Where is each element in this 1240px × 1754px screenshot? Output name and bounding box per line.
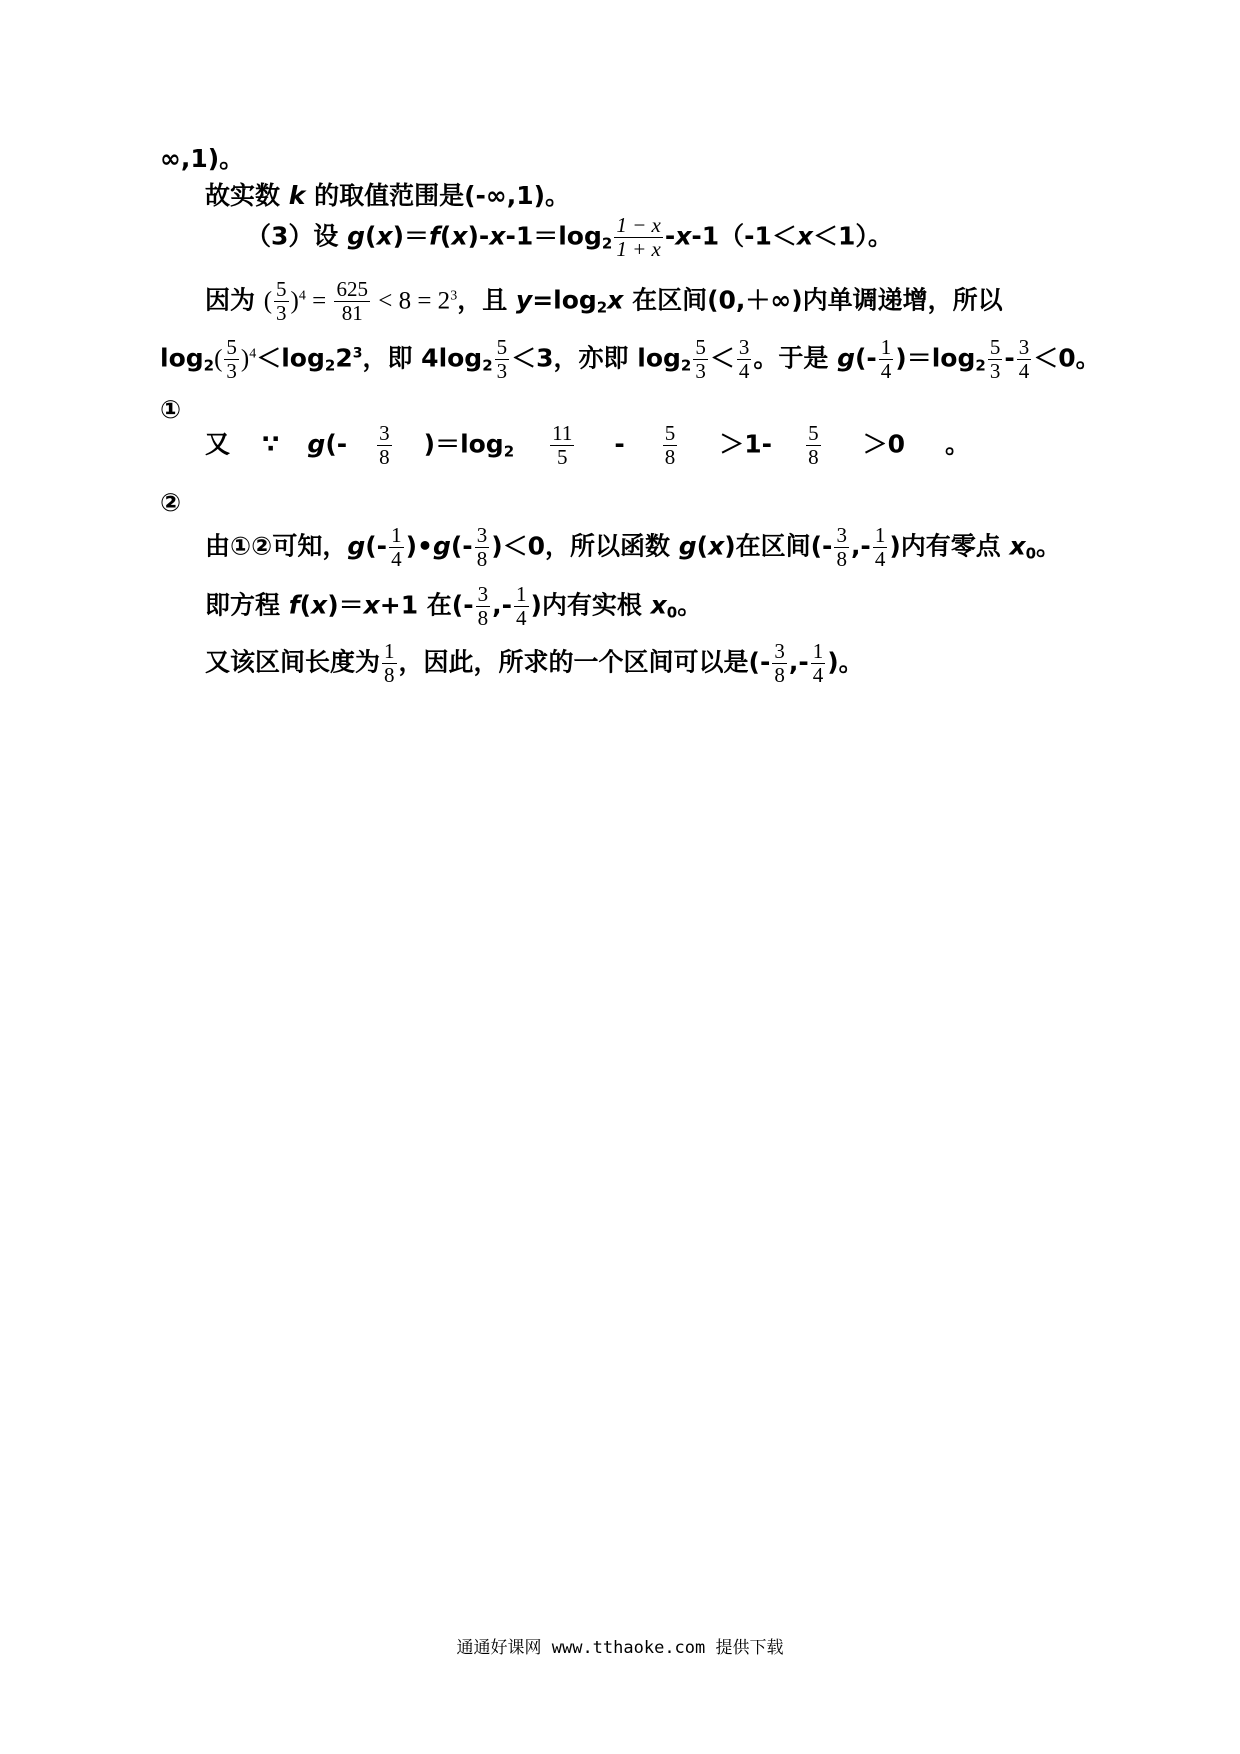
l5-i: )＝log bbox=[895, 343, 976, 373]
circled-one: ① bbox=[160, 395, 182, 424]
l9-frac1 bbox=[389, 524, 404, 571]
l10-x1: x bbox=[311, 590, 328, 620]
l4-frac1 bbox=[274, 278, 289, 325]
l3-g: g bbox=[347, 221, 366, 251]
text-line-1 bbox=[160, 146, 244, 171]
l4-b: ，且 bbox=[457, 285, 516, 315]
l9-frac4 bbox=[873, 524, 888, 571]
l3-j: -1（-1＜ bbox=[691, 221, 797, 251]
l5-d: ，即 4log bbox=[362, 343, 483, 373]
l10-frac2-num: 1 bbox=[516, 582, 527, 606]
l7-i: 。 bbox=[944, 429, 970, 459]
text-line-10 bbox=[205, 583, 702, 630]
l11-frac3-den: 4 bbox=[812, 663, 824, 688]
l9-d: (- bbox=[450, 531, 473, 561]
l9-frac3 bbox=[834, 524, 849, 571]
l11-b: ，因此，所求的一个区间可以是(- bbox=[398, 647, 771, 677]
l9-frac3-num: 3 bbox=[836, 523, 847, 547]
l3-k: ＜1）。 bbox=[813, 221, 893, 251]
l11-frac1-den: 8 bbox=[384, 663, 395, 688]
l9-frac2-num: 3 bbox=[476, 523, 488, 547]
l11-d: )。 bbox=[827, 647, 864, 677]
l3-b: ( bbox=[365, 221, 377, 251]
l5-frac4 bbox=[737, 336, 752, 383]
l10-c: )＝ bbox=[327, 590, 364, 620]
l5-frac5 bbox=[879, 336, 894, 383]
l3-e: )- bbox=[467, 221, 490, 251]
l3-x4: x bbox=[675, 221, 692, 251]
l4-sup3: 3 bbox=[450, 288, 458, 304]
l3-a: （3）设 bbox=[246, 221, 348, 251]
l5-j: - bbox=[1004, 343, 1015, 373]
l11-frac3 bbox=[811, 640, 826, 687]
l3-frac-den: 1 + x bbox=[616, 237, 661, 262]
l10-frac2 bbox=[514, 583, 529, 630]
l5-h: (- bbox=[854, 343, 877, 373]
l10-d: +1 在(- bbox=[379, 590, 474, 620]
l3-i: - bbox=[664, 221, 676, 251]
l11-frac2 bbox=[772, 640, 787, 687]
l5-c: 2 bbox=[335, 343, 353, 373]
l9-b: (- bbox=[365, 531, 388, 561]
l3-h: -1＝log bbox=[505, 221, 602, 251]
l3-d: ( bbox=[439, 221, 452, 251]
l4-x: x bbox=[607, 285, 624, 315]
page-footer: 通通好课网 www.tthaoke.com 提供下载 bbox=[456, 1638, 784, 1658]
l11-frac1-num: 1 bbox=[384, 639, 395, 663]
l9-frac4-den: 4 bbox=[874, 547, 886, 572]
l4-d: 在区间(0,＋∞)内单调递增，所以 bbox=[623, 285, 1003, 315]
l7-frac2-num: 11 bbox=[552, 421, 573, 445]
l9-g1: g bbox=[347, 531, 366, 561]
text-line-5 bbox=[160, 336, 1101, 383]
l5-p2: ) bbox=[240, 345, 250, 373]
l9-a: 由①②可知， bbox=[205, 531, 348, 561]
l7-frac4-den: 8 bbox=[808, 445, 819, 470]
l5-k: ＜0。 bbox=[1033, 343, 1101, 373]
l11-frac2-den: 8 bbox=[774, 663, 785, 688]
l7-b: ∵ bbox=[262, 429, 280, 459]
l9-f: ( bbox=[696, 531, 709, 561]
l9-frac1-den: 4 bbox=[391, 547, 402, 572]
l7-e: - bbox=[614, 429, 625, 459]
l5-frac2-num: 5 bbox=[496, 335, 508, 359]
l7-frac3-den: 8 bbox=[664, 445, 676, 470]
l10-a: 即方程 bbox=[205, 590, 289, 620]
l5-frac7-den: 4 bbox=[1018, 359, 1030, 384]
l5-frac6 bbox=[988, 336, 1003, 383]
l7-frac3 bbox=[663, 422, 678, 469]
l4-frac1-den: 3 bbox=[276, 301, 287, 326]
l10-e: ,- bbox=[492, 590, 512, 620]
l10-frac1-den: 8 bbox=[477, 606, 489, 631]
l9-frac1-num: 1 bbox=[391, 523, 402, 547]
l5-sup4: 4 bbox=[249, 346, 257, 362]
l2-a: 故实数 bbox=[205, 181, 289, 210]
l7-frac1-num: 3 bbox=[379, 421, 390, 445]
text-line-3 bbox=[246, 214, 893, 261]
l7-h: ＞0 bbox=[862, 429, 905, 459]
l4-p2: ) bbox=[290, 287, 299, 315]
l7-frac1-den: 8 bbox=[379, 445, 390, 470]
l9-k: 。 bbox=[1036, 531, 1062, 561]
l4-p1: ( bbox=[263, 287, 273, 315]
l9-frac3-den: 8 bbox=[836, 547, 847, 572]
l5-sub2c: 2 bbox=[482, 356, 493, 375]
l10-g: )内有实根 bbox=[530, 590, 651, 620]
l11-frac2-num: 3 bbox=[774, 639, 785, 663]
l5-frac7-num: 3 bbox=[1018, 335, 1030, 359]
l5-sup3: 3 bbox=[352, 345, 363, 362]
l9-frac2-den: 8 bbox=[476, 547, 488, 572]
l9-frac4-num: 1 bbox=[874, 523, 886, 547]
l5-frac3 bbox=[693, 336, 708, 383]
l7-frac2 bbox=[550, 422, 574, 469]
l5-frac5-den: 4 bbox=[880, 359, 892, 384]
l5-frac2 bbox=[495, 336, 510, 383]
l10-x2: x bbox=[363, 590, 380, 620]
l9-g2: g bbox=[432, 531, 451, 561]
l7-d: )＝log bbox=[423, 429, 504, 459]
l9-sub0: 0 bbox=[1025, 544, 1037, 563]
l7-c: (- bbox=[325, 429, 348, 459]
l5-b: ＜log bbox=[256, 343, 325, 373]
l7-frac4 bbox=[806, 422, 821, 469]
l3-c: )＝ bbox=[392, 221, 430, 251]
l3-x1: x bbox=[376, 221, 393, 251]
l4-frac1-num: 5 bbox=[276, 277, 287, 301]
l4-rest: < 8 = 2 bbox=[371, 287, 451, 315]
l2-k: k bbox=[288, 181, 306, 210]
l5-gf: g bbox=[837, 343, 855, 373]
l11-a: 又该区间长度为 bbox=[205, 647, 381, 677]
l10-sub0: 0 bbox=[666, 603, 678, 622]
l5-sub2d: 2 bbox=[680, 356, 692, 375]
l9-x1: x bbox=[708, 531, 725, 561]
l7-f: ＞1- bbox=[719, 429, 773, 459]
text-line-2 bbox=[205, 183, 570, 208]
l5-frac6-num: 5 bbox=[989, 335, 1001, 359]
l9-frac2 bbox=[475, 524, 490, 571]
l5-frac3-den: 3 bbox=[695, 359, 706, 384]
l7-frac2-den: 5 bbox=[550, 445, 574, 469]
l5-e: ＜3，亦即 log bbox=[511, 343, 681, 373]
l9-j: )内有零点 bbox=[889, 531, 1010, 561]
text-line-9 bbox=[205, 524, 1061, 571]
l4-eq: = bbox=[305, 287, 333, 315]
line-1-text: ∞,1)。 bbox=[160, 144, 245, 173]
l9-e: )＜0，所以函数 bbox=[491, 531, 679, 561]
l10-x0: x bbox=[650, 590, 667, 620]
l4-a: 因为 bbox=[205, 285, 264, 315]
l3-sub2: 2 bbox=[601, 234, 613, 253]
circled-two: ② bbox=[160, 488, 182, 517]
l7-sub2: 2 bbox=[503, 442, 515, 461]
l10-frac1 bbox=[476, 583, 491, 630]
l4-y: y bbox=[515, 285, 533, 315]
l11-c: ,- bbox=[788, 647, 809, 677]
l3-f: f bbox=[429, 221, 440, 251]
l11-frac1 bbox=[382, 640, 397, 687]
l5-frac4-num: 3 bbox=[738, 335, 750, 359]
l3-frac-num: 1 − x bbox=[616, 213, 661, 237]
l3-fraction bbox=[614, 214, 663, 261]
l10-frac1-num: 3 bbox=[477, 582, 489, 606]
l5-sub2a: 2 bbox=[203, 356, 215, 375]
l5-sub2e: 2 bbox=[975, 356, 986, 375]
l5-sub2b: 2 bbox=[324, 356, 336, 375]
l4-frac2 bbox=[334, 278, 370, 325]
l3-x3: x bbox=[489, 221, 506, 251]
text-line-8 bbox=[160, 490, 181, 515]
l5-a: log bbox=[160, 343, 204, 373]
l7-g: g bbox=[307, 429, 326, 459]
l10-f: f bbox=[288, 590, 300, 620]
l5-g1: 。于是 bbox=[753, 343, 838, 373]
l5-frac5-num: 1 bbox=[880, 335, 892, 359]
l9-c: )• bbox=[405, 531, 433, 561]
l5-frac4-den: 4 bbox=[738, 359, 750, 384]
text-line-6 bbox=[160, 397, 181, 422]
text-line-7 bbox=[205, 422, 970, 469]
l4-sub2: 2 bbox=[596, 298, 608, 317]
l4-frac2-num: 625 bbox=[336, 277, 368, 301]
l2-b: 的取值范围是(-∞,1)。 bbox=[305, 181, 571, 210]
l9-h: )在区间(- bbox=[724, 531, 833, 561]
l10-h: 。 bbox=[677, 590, 703, 620]
l9-x0: x bbox=[1009, 531, 1026, 561]
l4-frac2-den: 81 bbox=[334, 301, 370, 325]
l7-frac3-num: 5 bbox=[664, 421, 676, 445]
l5-frac1-den: 3 bbox=[226, 359, 237, 384]
l4-c: =log bbox=[532, 285, 597, 315]
l7-a: 又 bbox=[205, 429, 231, 459]
l5-frac3-num: 5 bbox=[695, 335, 706, 359]
l5-frac1 bbox=[224, 336, 239, 383]
l11-frac3-num: 1 bbox=[812, 639, 824, 663]
l5-frac1-num: 5 bbox=[226, 335, 237, 359]
l10-b: ( bbox=[299, 590, 312, 620]
l9-i: ,- bbox=[850, 531, 871, 561]
l4-sup4: 4 bbox=[298, 288, 306, 304]
l7-frac4-num: 5 bbox=[808, 421, 819, 445]
l10-frac2-den: 4 bbox=[516, 606, 527, 631]
l5-f: ＜ bbox=[709, 343, 735, 373]
l3-x2: x bbox=[451, 221, 468, 251]
text-line-4 bbox=[205, 278, 1003, 325]
l3-x5: x bbox=[796, 221, 814, 251]
l5-frac7 bbox=[1017, 336, 1032, 383]
l9-g3: g bbox=[678, 531, 697, 561]
l5-frac6-den: 3 bbox=[989, 359, 1001, 384]
l7-frac1 bbox=[377, 422, 392, 469]
text-line-11 bbox=[205, 640, 864, 687]
l5-frac2-den: 3 bbox=[496, 359, 508, 384]
l5-p1: ( bbox=[214, 345, 223, 373]
